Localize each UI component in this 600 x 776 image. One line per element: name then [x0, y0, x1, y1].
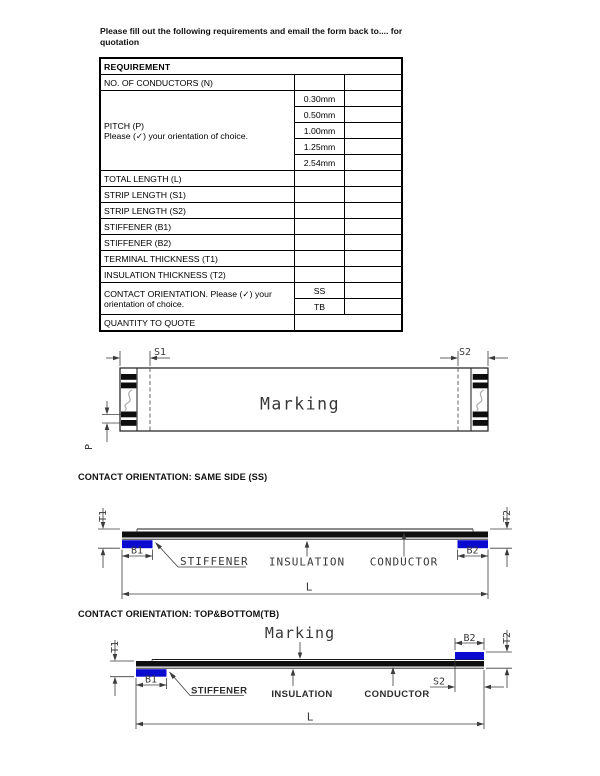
l-dim-label: L — [306, 710, 314, 724]
contact-label-line2: orientation of choice. — [104, 298, 185, 309]
tb-marking — [265, 624, 335, 659]
conductor-label: CONDUCTOR — [369, 555, 439, 569]
row-label-strip-s2: STRIP LENGTH (S2) — [100, 203, 294, 219]
total-length-extra-cell[interactable] — [344, 171, 402, 187]
insulation-t2-extra-cell[interactable] — [344, 267, 402, 283]
marking-label: Marking — [259, 394, 341, 414]
intro-text — [100, 26, 430, 48]
t1-dim-label: T1 — [110, 640, 121, 653]
table-row — [100, 267, 402, 283]
pitch-check-030[interactable] — [344, 91, 402, 107]
table-row — [100, 283, 402, 299]
cable-tb-side-view-diagram — [78, 622, 538, 740]
dim-t2 — [486, 630, 513, 688]
terminal-t1-value-cell[interactable] — [294, 251, 344, 267]
conductors-value-cell[interactable] — [294, 75, 344, 91]
dim-s1 — [106, 347, 170, 366]
pitch-option-030: 0.30mm — [294, 91, 344, 107]
dim-t1 — [98, 508, 120, 568]
tb-cable-body — [136, 652, 484, 677]
row-label-strip-s1: STRIP LENGTH (S1) — [100, 187, 294, 203]
pitch-label-line1: PITCH (P) — [104, 120, 145, 131]
pitch-check-125[interactable] — [344, 139, 402, 155]
intro-line-1: Please fill out the following requirements and email the form back to.... for — [100, 26, 403, 36]
ss-layer-labels — [155, 533, 438, 569]
table-row — [100, 315, 402, 332]
insulation-label: INSULATION — [271, 689, 333, 700]
pitch-option-100: 1.00mm — [294, 123, 344, 139]
table-row — [100, 235, 402, 251]
b1-dim-label: B1 — [144, 674, 158, 686]
table-row — [100, 91, 402, 107]
dim-t1 — [110, 640, 134, 696]
tb-section-title: CONTACT ORIENTATION: TOP&BOTTOM(TB) — [78, 609, 280, 619]
insulation-label: INSULATION — [268, 555, 346, 569]
s1-dim-label: S1 — [154, 347, 167, 358]
pitch-check-100[interactable] — [344, 123, 402, 139]
stiffener-b1-value-cell[interactable] — [294, 219, 344, 235]
stiffener-b1-extra-cell[interactable] — [344, 219, 402, 235]
row-label-pitch — [100, 91, 294, 171]
contact-check-ss[interactable] — [344, 283, 402, 299]
table-row — [100, 219, 402, 235]
stiffener-b2-extra-cell[interactable] — [344, 235, 402, 251]
strip-s2-extra-cell[interactable] — [344, 203, 402, 219]
strip-s1-value-cell[interactable] — [294, 187, 344, 203]
row-label-contact-orientation — [100, 283, 294, 315]
marking-label: Marking — [264, 624, 336, 642]
t2-dim-label: T2 — [502, 509, 513, 522]
s2-dim-label: S2 — [459, 347, 472, 358]
strip-s1-extra-cell[interactable] — [344, 187, 402, 203]
table-row — [100, 75, 402, 91]
insulation-t2-value-cell[interactable] — [294, 267, 344, 283]
table-title: REQUIREMENT — [100, 58, 402, 75]
stiffener-label: STIFFENER — [180, 555, 249, 568]
row-label-terminal-t1: TERMINAL THICKNESS (T1) — [100, 251, 294, 267]
t1-dim-label: T1 — [98, 509, 109, 522]
intro-line-2: quotation — [100, 37, 140, 47]
contact-option-ss: SS — [294, 283, 344, 299]
t2-dim-label: T2 — [502, 631, 513, 644]
tb-stiffener-b2-top — [455, 652, 484, 660]
quantity-value-cell[interactable] — [294, 315, 402, 332]
table-row — [100, 58, 402, 75]
p-dim-label: P — [84, 443, 95, 450]
pitch-label-line2: Please (✓) your orientation of choice. — [104, 130, 248, 141]
row-label-conductors: NO. OF CONDUCTORS (N) — [100, 75, 294, 91]
b2-dim-label: B2 — [466, 545, 479, 557]
row-label-insulation-t2: INSULATION THICKNESS (T2) — [100, 267, 294, 283]
l-dim-label: L — [305, 580, 313, 594]
pitch-check-254[interactable] — [344, 155, 402, 171]
b1-dim-label: B1 — [130, 545, 144, 557]
contact-label-line1: CONTACT ORIENTATION. Please (✓) your — [104, 288, 272, 299]
cable-ss-side-view-diagram — [78, 496, 538, 610]
row-label-stiffener-b2: STIFFENER (B2) — [100, 235, 294, 251]
stiffener-label: STIFFENER — [191, 685, 248, 697]
table-row — [100, 171, 402, 187]
contact-check-tb[interactable] — [344, 299, 402, 315]
pitch-check-050[interactable] — [344, 107, 402, 123]
pitch-option-125: 1.25mm — [294, 139, 344, 155]
conductors-extra-cell[interactable] — [344, 75, 402, 91]
tb-layer-labels — [169, 667, 430, 700]
requirement-table — [99, 57, 403, 332]
stiffener-b2-value-cell[interactable] — [294, 235, 344, 251]
strip-s2-value-cell[interactable] — [294, 203, 344, 219]
dim-p — [84, 401, 121, 450]
row-label-quantity: QUANTITY TO QUOTE — [100, 315, 294, 332]
ss-cable-body — [122, 529, 488, 548]
b2-dim-label: B2 — [463, 633, 476, 644]
table-row — [100, 187, 402, 203]
cable-top-view-diagram — [78, 338, 528, 458]
table-row — [100, 251, 402, 267]
conductor-label: CONDUCTOR — [364, 689, 430, 700]
total-length-value-cell[interactable] — [294, 171, 344, 187]
row-label-stiffener-b1: STIFFENER (B1) — [100, 219, 294, 235]
terminal-t1-extra-cell[interactable] — [344, 251, 402, 267]
row-label-total-length: TOTAL LENGTH (L) — [100, 171, 294, 187]
pitch-option-050: 0.50mm — [294, 107, 344, 123]
table-row — [100, 203, 402, 219]
dim-t2 — [490, 507, 513, 567]
ss-section-title: CONTACT ORIENTATION: SAME SIDE (SS) — [78, 472, 268, 482]
pitch-option-254: 2.54mm — [294, 155, 344, 171]
dim-b2 — [455, 633, 484, 650]
s2-dim-label: S2 — [432, 676, 446, 688]
dim-s2 — [440, 347, 508, 366]
contact-option-tb: TB — [294, 299, 344, 315]
